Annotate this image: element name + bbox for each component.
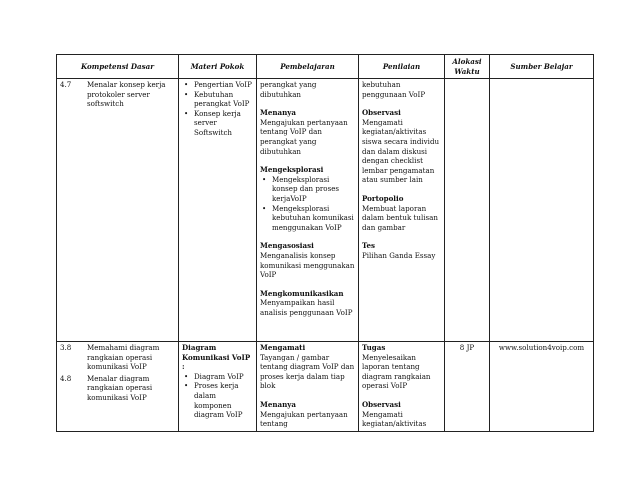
tes-heading: Tes [362, 241, 375, 251]
portopolio-text: Membuat laporan dalam bentuk tulisan dan gambar [362, 203, 438, 232]
mengeksplorasi-heading: Mengeksplorasi [260, 165, 324, 175]
materi-item: • Konsep kerja server Softswitch [182, 109, 253, 138]
mengamati-text: Tayangan / gambar tentang diagram VoIP dan proses kerja dalam tiap blok [260, 352, 355, 391]
kd-number: 4.7 [60, 80, 72, 89]
kd-text: Menalar konsep kerja protokoler server softswitch [87, 80, 166, 109]
penilaian-cell [359, 342, 445, 432]
eksplorasi-item: • Mengeksplorasi konsep dan proses kerjaVoIP [260, 175, 355, 204]
header-materi-pokok: Materi Pokok [179, 55, 257, 79]
table-row [57, 342, 594, 432]
syllabus-table [56, 54, 594, 432]
eksplorasi-item: • Mengeksplorasi kebutuhan komunikasi menggunakan VoIP [260, 204, 355, 233]
mengamati-heading: Mengamati [260, 343, 306, 352]
header-penilaian: Penilaian [359, 55, 445, 79]
materi-item: • Pengertian VoIP [182, 80, 253, 90]
header-pembelajaran: Pembelajaran [257, 55, 359, 79]
table-header-row [57, 55, 594, 79]
header-kompetensi-dasar: Kompetensi Dasar [57, 55, 179, 79]
materi-item: • Kebutuhan perangkat VoIP [182, 90, 253, 109]
sumber-cell[interactable]: www.solution4voip.com [490, 342, 594, 432]
alokasi-cell: 8 JP [445, 342, 490, 432]
kd-number: 3.8 [60, 343, 72, 352]
kd-text: Memahami diagram rangkaian operasi komunikasi VoIP [87, 343, 160, 372]
pembelajaran-cell [257, 342, 359, 432]
table-row [57, 79, 594, 342]
penilaian-cell [359, 79, 445, 342]
portopolio-heading: Portopolio [362, 193, 404, 203]
materi-item: • Proses kerja dalam komponen diagram VoIP [182, 381, 253, 419]
materi-item: • Diagram VoIP [182, 372, 253, 382]
header-sumber-belajar: Sumber Belajar [490, 55, 594, 79]
menanya-text: Mengajukan pertanyaan tentang VoIP dan perangkat yang dibutuhkan [260, 117, 348, 156]
materi-cell [179, 342, 257, 432]
pembelajaran-cell [257, 79, 359, 342]
kompetensi-cell [57, 79, 179, 342]
menanya-heading: Menanya [260, 399, 296, 409]
mengasosiasi-heading: Mengasosiasi [260, 241, 314, 251]
alokasi-cell [445, 79, 490, 342]
tes-text: Pilihan Ganda Essay [362, 250, 436, 260]
mengkomunikasikan-text: Menyampaikan hasil analisis penggunaan VoIP [260, 298, 353, 317]
pembelajaran-intro: perangkat yang dibutuhkan [260, 80, 317, 99]
materi-heading: Diagram Komunikasi VoIP : [182, 343, 251, 372]
tugas-text: Menyelesaikan laporan tentang diagram rangkaian operasi VoIP [362, 352, 431, 391]
kd-number: 4.8 [60, 373, 72, 383]
mengasosiasi-text: Menganalisis konsep komunikasi menggunakan VoIP [260, 250, 355, 280]
menanya-text: Mengajukan pertanyaan tentang [260, 409, 348, 429]
penilaian-intro: kebutuhan penggunaan VoIP [362, 80, 426, 99]
menanya-heading: Menanya [260, 108, 296, 118]
kompetensi-cell [57, 342, 179, 432]
tugas-heading: Tugas [362, 343, 386, 352]
observasi-text: Mengamati kegiatan/aktivitas [362, 409, 427, 429]
sumber-cell [490, 79, 594, 342]
materi-cell [179, 79, 257, 342]
observasi-text: Mengamati kegiatan/aktivitas siswa secara individu dan dalam diskusi dengan checklist lembar pengamatan atau sumber lain [362, 117, 440, 185]
observasi-heading: Observasi [362, 108, 401, 118]
observasi-heading: Observasi [362, 399, 401, 409]
mengkomunikasikan-heading: Mengkomunikasikan [260, 288, 344, 298]
kd-text: Menalar diagram rangkaian operasi komunikasi VoIP [87, 373, 153, 402]
header-alokasi-waktu: Alokasi Waktu [445, 55, 490, 79]
